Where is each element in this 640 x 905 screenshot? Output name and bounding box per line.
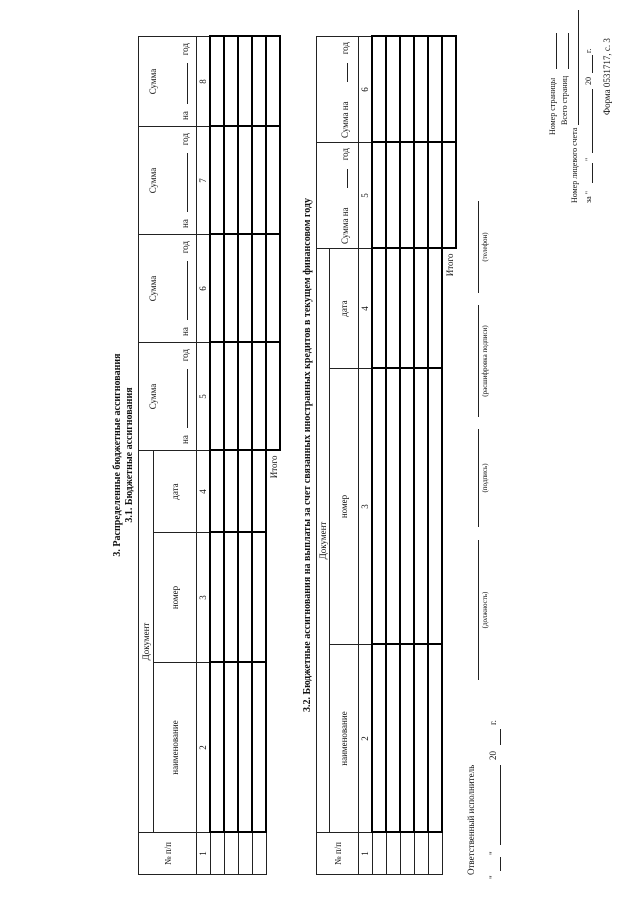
table-cell[interactable] (414, 249, 428, 369)
date-quote-open: " (488, 875, 498, 879)
col-sum3-header: Сумма на год (139, 127, 197, 235)
table-cell[interactable] (224, 833, 238, 875)
table-cell[interactable] (428, 249, 442, 369)
table-cell[interactable] (386, 645, 400, 833)
period-day-field[interactable] (592, 163, 593, 183)
table-cell[interactable] (210, 451, 224, 533)
total-row (442, 37, 456, 875)
date-g: г. (488, 720, 498, 725)
total-label: Итого (268, 455, 279, 479)
date-quote-close: " (488, 851, 498, 855)
table-row (252, 37, 266, 875)
table-cell[interactable] (238, 343, 252, 451)
total-cell[interactable] (266, 343, 280, 451)
table-cell[interactable] (224, 127, 238, 235)
table-cell[interactable] (252, 127, 266, 235)
signature-field[interactable] (478, 429, 479, 527)
table-row (428, 37, 442, 875)
position-caption: (должность) (481, 591, 489, 629)
table-cell[interactable] (224, 235, 238, 343)
total-pages-label: Всего страниц (560, 75, 569, 125)
col-num-header: № п/п (139, 833, 197, 875)
col-sum1-header: Сумма на год (139, 343, 197, 451)
col-document-header: Документ (317, 249, 330, 833)
col-number: 2 (359, 645, 373, 833)
table-row (386, 37, 400, 875)
total-cell[interactable] (266, 37, 280, 127)
table-cell[interactable] (414, 645, 428, 833)
col-number: 2 (197, 663, 211, 833)
col-docnum-header: номер (154, 533, 197, 663)
table-cell[interactable] (386, 833, 400, 875)
executive-label: Ответственный исполнитель (466, 764, 476, 875)
period-quote: " (584, 157, 593, 161)
col-number: 3 (359, 369, 373, 645)
table-cell[interactable] (224, 533, 238, 663)
col-number: 3 (197, 533, 211, 663)
period-month-field[interactable] (592, 89, 593, 153)
col-number: 6 (197, 235, 211, 343)
date-month-field[interactable] (500, 765, 501, 845)
table-cell[interactable] (224, 37, 238, 127)
table-cell[interactable] (224, 343, 238, 451)
page-number-field[interactable] (556, 33, 557, 69)
table-cell[interactable] (252, 343, 266, 451)
phone-field[interactable] (478, 201, 479, 293)
total-label: Итого (444, 253, 455, 277)
table-cell[interactable] (372, 143, 386, 249)
table-cell[interactable] (414, 37, 428, 143)
table-cell[interactable] (372, 369, 386, 645)
decode-caption: (расшифровка подписи) (481, 325, 489, 397)
table-row (400, 37, 414, 875)
table-cell[interactable] (210, 127, 224, 235)
account-label: Номер лицевого счета (570, 127, 579, 203)
section31-title: 3.1. Бюджетные ассигнования (124, 387, 135, 523)
table-cell[interactable] (386, 143, 400, 249)
table-cell[interactable] (238, 37, 252, 127)
table-cell[interactable] (224, 663, 238, 833)
table-row (238, 37, 252, 875)
table-cell[interactable] (238, 235, 252, 343)
phone-caption: (телефон) (481, 232, 489, 262)
table-budget-allocations (138, 36, 281, 876)
col-document-header: Документ (139, 451, 154, 833)
table-cell[interactable] (400, 369, 414, 645)
table-cell[interactable] (210, 833, 224, 875)
table-cell[interactable] (386, 369, 400, 645)
col-name-header: наименование (154, 663, 197, 833)
table-cell[interactable] (252, 833, 266, 875)
total-pages-field[interactable] (568, 33, 569, 69)
total-cell[interactable] (442, 143, 456, 249)
table-cell[interactable] (224, 451, 238, 533)
table-cell[interactable] (428, 833, 442, 875)
col-num-header: № п/п (317, 833, 359, 875)
col-number: 7 (197, 127, 211, 235)
table-cell[interactable] (210, 235, 224, 343)
decode-field[interactable] (478, 305, 479, 417)
col-date-header: дата (330, 249, 359, 369)
col-date-header: дата (154, 451, 197, 533)
table-cell[interactable] (428, 369, 442, 645)
col-docnum-header: номер (330, 369, 359, 645)
table-cell[interactable] (210, 533, 224, 663)
table-row (210, 37, 224, 875)
col-number: 4 (359, 249, 373, 369)
col-number: 8 (197, 37, 211, 127)
total-row (266, 37, 280, 875)
table-cell[interactable] (252, 451, 266, 533)
col-name-header: наименование (330, 645, 359, 833)
table-cell[interactable] (252, 663, 266, 833)
table-cell[interactable] (210, 343, 224, 451)
col-number: 6 (359, 37, 373, 143)
account-number-field[interactable] (578, 10, 579, 125)
table-row (372, 37, 386, 875)
table-cell[interactable] (238, 127, 252, 235)
table-row (414, 37, 428, 875)
col-number: 4 (197, 451, 211, 533)
date-year-prefix: 20 (488, 751, 498, 760)
col-sum2-header: Сумма на год (139, 235, 197, 343)
table-cell[interactable] (252, 235, 266, 343)
total-cell[interactable] (442, 37, 456, 143)
table-cell[interactable] (400, 249, 414, 369)
col-sum4-header: Сумма на год (139, 37, 197, 127)
col-number: 1 (197, 833, 211, 875)
period-za: за " (584, 191, 593, 203)
signature-caption: (подпись) (481, 463, 489, 493)
table-cell[interactable] (428, 143, 442, 249)
period-year-field[interactable] (592, 55, 593, 73)
col-number: 5 (359, 143, 373, 249)
table-cell[interactable] (372, 833, 386, 875)
table-cell[interactable] (428, 645, 442, 833)
table-cell[interactable] (414, 833, 428, 875)
total-cell[interactable] (266, 127, 280, 235)
period-year: 20 (584, 77, 593, 85)
table-cell[interactable] (372, 249, 386, 369)
section3-title: 3. Распределенные бюджетные ассигнования (112, 353, 123, 557)
section32-title: 3.2. Бюджетные ассигнования на выплаты за счет связанных иностранных кредитов в текущем финансовом году (302, 198, 313, 713)
col-sum2-header: Сумма на год (317, 37, 359, 143)
date-day-field[interactable] (500, 857, 501, 871)
total-cell[interactable] (266, 235, 280, 343)
table-cell[interactable] (400, 645, 414, 833)
table-cell[interactable] (210, 37, 224, 127)
position-field[interactable] (478, 540, 479, 680)
table-cell[interactable] (238, 533, 252, 663)
table-cell[interactable] (238, 663, 252, 833)
table-cell[interactable] (400, 143, 414, 249)
col-number: 1 (359, 833, 373, 875)
page-number-label: Номер страницы (548, 77, 557, 135)
table-cell[interactable] (386, 249, 400, 369)
table-cell[interactable] (238, 451, 252, 533)
table-cell[interactable] (372, 645, 386, 833)
col-number: 5 (197, 343, 211, 451)
table-cell[interactable] (414, 143, 428, 249)
table-cell[interactable] (400, 833, 414, 875)
table-cell[interactable] (372, 37, 386, 143)
table-cell[interactable] (414, 369, 428, 645)
table-row (224, 37, 238, 875)
table-cell[interactable] (252, 37, 266, 127)
table-cell[interactable] (428, 37, 442, 143)
table-cell[interactable] (400, 37, 414, 143)
table-foreign-credits (316, 36, 457, 876)
table-cell[interactable] (210, 663, 224, 833)
table-cell[interactable] (252, 533, 266, 663)
col-sum1-header: Сумма на год (317, 143, 359, 249)
form-code: Форма 0531717, с. 3 (602, 38, 612, 115)
table-cell[interactable] (386, 37, 400, 143)
date-year-field[interactable] (500, 729, 501, 745)
period-g: г. (584, 48, 593, 53)
table-cell[interactable] (238, 833, 252, 875)
